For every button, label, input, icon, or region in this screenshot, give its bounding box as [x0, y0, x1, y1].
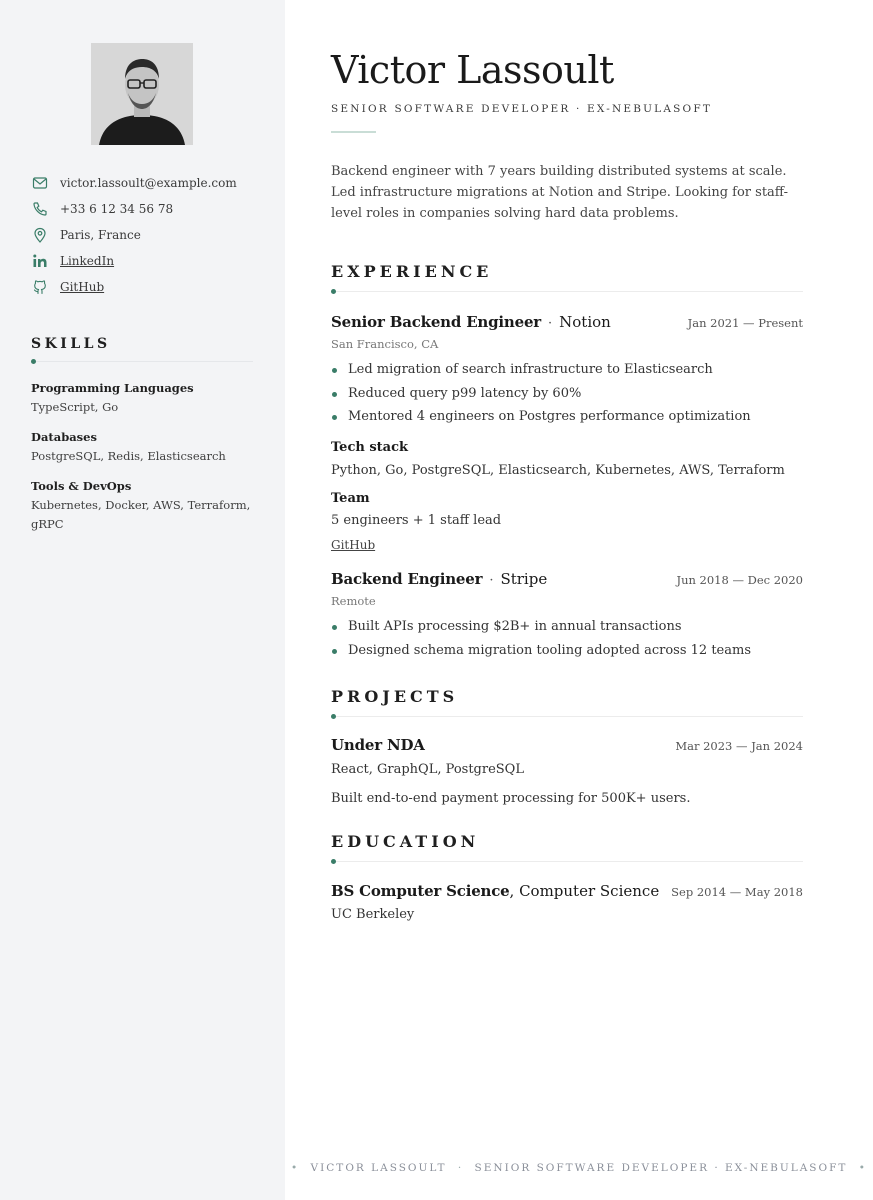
- project-description: Built end-to-end payment processing for 500K+ users.: [331, 791, 691, 806]
- project-stack: React, GraphQL, PostgreSQL: [331, 762, 524, 777]
- linkedin-icon: [31, 252, 49, 270]
- skills-accent-dot: [31, 359, 36, 364]
- education-header: [331, 881, 803, 900]
- skill-group: [31, 429, 261, 466]
- team-value: 5 engineers + 1 staff lead: [331, 513, 502, 528]
- list-item: Reduced query p99 latency by 60%: [331, 382, 803, 406]
- person-headline: SENIOR SOFTWARE DEVELOPER · EX-NEBULASOFT: [331, 103, 713, 115]
- github-link[interactable]: GitHub: [60, 280, 105, 294]
- mail-icon: [31, 174, 49, 192]
- job-title: Senior Backend Engineer: [331, 313, 542, 331]
- person-name: Victor Lassoult: [331, 48, 614, 92]
- footer-dot: ·: [457, 1162, 464, 1174]
- team-label: Team: [331, 491, 370, 506]
- footer-dot: •: [291, 1162, 300, 1174]
- sidebar: [0, 0, 285, 1200]
- experience-heading: EXPERIENCE: [331, 262, 493, 281]
- tech-stack-value: Python, Go, PostgreSQL, Elasticsearch, Kubernetes, AWS, Terraform: [331, 463, 785, 478]
- project-dates: Mar 2023 — Jan 2024: [675, 739, 803, 753]
- job-separator: ·: [489, 573, 494, 588]
- contact-location: [31, 222, 271, 248]
- skill-group-name: Tools & DevOps: [31, 479, 132, 493]
- education-accent-dot: [331, 859, 336, 864]
- job-separator: ·: [548, 316, 553, 331]
- projects-divider: [331, 716, 803, 717]
- projects-accent-dot: [331, 714, 336, 719]
- tech-stack-label: Tech stack: [331, 440, 409, 455]
- education-dates: Sep 2014 — May 2018: [671, 885, 803, 899]
- footer-dot: •: [858, 1162, 867, 1174]
- skill-group: [31, 478, 261, 534]
- list-item: Built APIs processing $2B+ in annual transactions: [331, 615, 803, 639]
- contact-email-text: victor.lassoult@example.com: [60, 176, 237, 190]
- list-item: Designed schema migration tooling adopted across 12 teams: [331, 639, 803, 663]
- contact-phone-text: +33 6 12 34 56 78: [60, 202, 174, 216]
- education-field: , Computer Science: [509, 882, 660, 900]
- job-header: [331, 569, 803, 588]
- skills-heading: SKILLS: [31, 336, 111, 352]
- skill-group-name: Programming Languages: [31, 381, 194, 395]
- avatar: [91, 43, 193, 145]
- skill-group-items: PostgreSQL, Redis, Elasticsearch: [31, 449, 226, 463]
- job-dates: Jun 2018 — Dec 2020: [676, 573, 803, 587]
- summary-text: Backend engineer with 7 years building distributed systems at scale. Led infrastructure migrations at Notion and Stripe. Looking for staff-level roles in companies solving hard data problems.: [331, 164, 788, 221]
- experience-divider: [331, 291, 803, 292]
- job-github-link[interactable]: GitHub: [331, 538, 376, 552]
- education-degree: BS Computer Science: [331, 882, 510, 900]
- job-title: Backend Engineer: [331, 570, 483, 588]
- experience-accent-dot: [331, 289, 336, 294]
- contact-location-text: Paris, France: [60, 228, 141, 242]
- contact-phone[interactable]: [31, 196, 271, 222]
- job-header: [331, 312, 803, 331]
- location-pin-icon: [31, 226, 49, 244]
- job-bullets: [331, 615, 803, 662]
- phone-icon: [31, 200, 49, 218]
- linkedin-link[interactable]: LinkedIn: [60, 254, 115, 268]
- job-location: San Francisco, CA: [331, 337, 439, 351]
- list-item: Led migration of search infrastructure to Elasticsearch: [331, 358, 803, 382]
- footer-headline: SENIOR SOFTWARE DEVELOPER · EX-NEBULASOFT: [474, 1162, 848, 1174]
- job-location: Remote: [331, 594, 376, 608]
- project-title: Under NDA: [331, 736, 425, 754]
- contact-github[interactable]: [31, 274, 271, 300]
- footer-name: VICTOR LASSOULT: [310, 1162, 447, 1174]
- skill-group-items: Kubernetes, Docker, AWS, Terraform, gRPC: [31, 498, 251, 531]
- skill-group: [31, 380, 261, 417]
- project-header: [331, 736, 803, 754]
- list-item: Mentored 4 engineers on Postgres performance optimization: [331, 405, 803, 429]
- header-accent-bar: [331, 131, 376, 133]
- education-heading: EDUCATION: [331, 832, 480, 851]
- education-divider: [331, 861, 803, 862]
- skills-list: [31, 380, 261, 546]
- skill-group-items: TypeScript, Go: [31, 400, 119, 414]
- contact-email[interactable]: [31, 170, 271, 196]
- github-icon: [31, 278, 49, 296]
- projects-heading: PROJECTS: [331, 687, 459, 706]
- contact-list: [31, 170, 271, 300]
- job-dates: Jan 2021 — Present: [687, 316, 803, 330]
- contact-linkedin[interactable]: [31, 248, 271, 274]
- skill-group-name: Databases: [31, 430, 97, 444]
- page-footer: [285, 1162, 867, 1174]
- job-company: Notion: [559, 313, 611, 331]
- job-bullets: [331, 358, 803, 429]
- job-company: Stripe: [500, 570, 548, 588]
- skills-divider: [31, 361, 253, 362]
- education-school: UC Berkeley: [331, 907, 415, 922]
